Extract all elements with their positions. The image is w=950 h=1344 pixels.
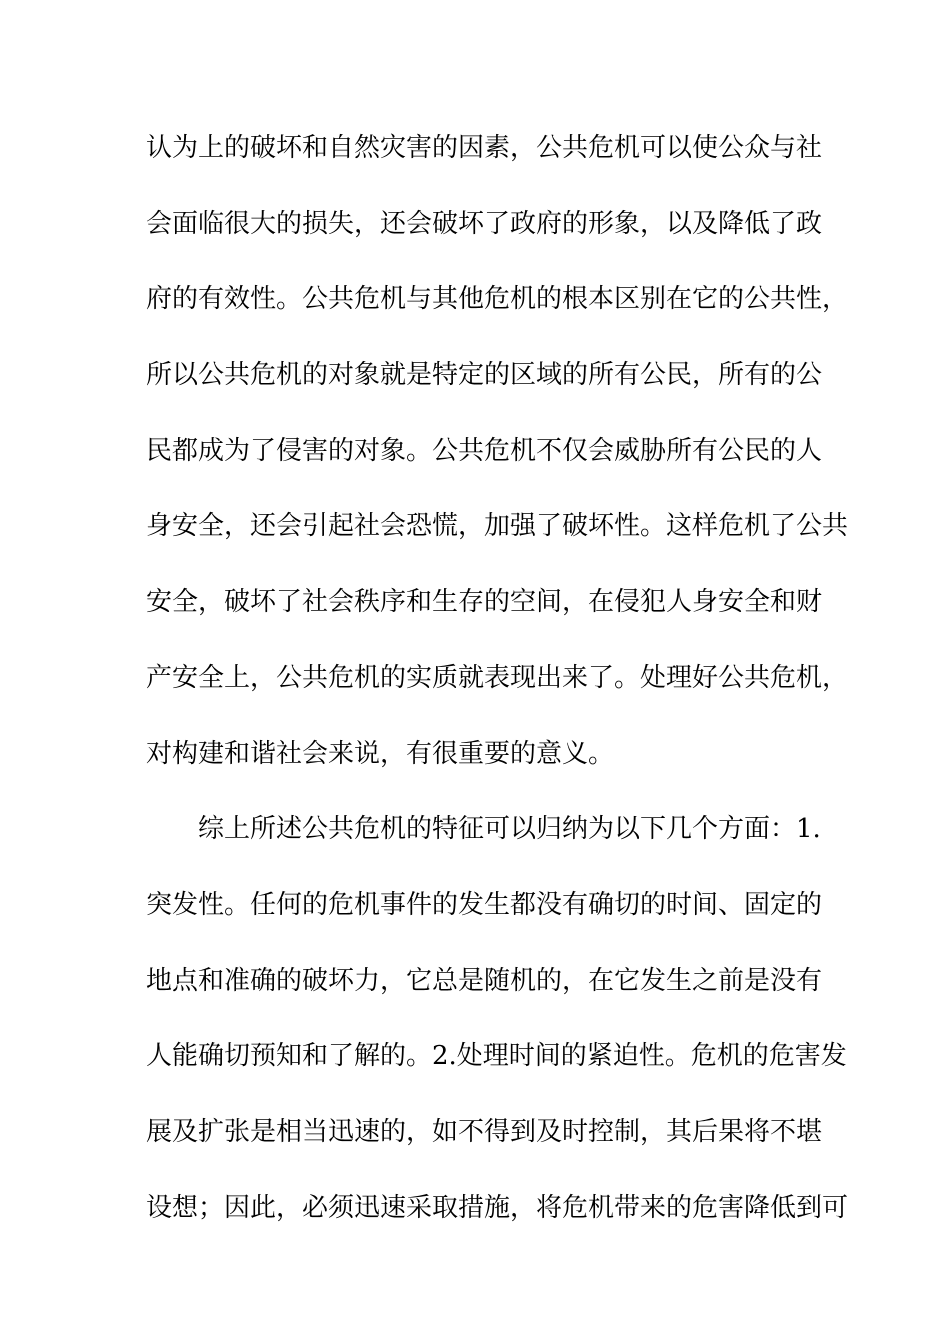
text-line: 综上所述公共危机的特征可以归纳为以下几个方面：1. (198, 814, 821, 845)
text-line: 对构建和谐社会来说，有很重要的意义。 (146, 738, 615, 769)
text-line: 身安全，还会引起社会恐慌，加强了破坏性。这样危机了公共 (146, 511, 849, 542)
text-line: 产安全上，公共危机的实质就表现出来了。处理好公共危机， (146, 662, 849, 693)
text-line: 地点和准确的破坏力，它总是随机的，在它发生之前是没有 (146, 965, 823, 996)
text-line: 人能确切预知和了解的。2.处理时间的紧迫性。危机的危害发 (146, 1041, 847, 1072)
text-line: 展及扩张是相当迅速的，如不得到及时控制，其后果将不堪 (146, 1116, 823, 1147)
text-line: 突发性。任何的危机事件的发生都没有确切的时间、固定的 (146, 889, 823, 920)
body-text (146, 126, 849, 1261)
text-line: 安全，破坏了社会秩序和生存的空间，在侵犯人身安全和财 (146, 587, 823, 618)
text-line: 设想；因此，必须迅速采取措施，将危机带来的危害降低到可 (146, 1192, 849, 1223)
text-line: 会面临很大的损失，还会破坏了政府的形象，以及降低了政 (146, 208, 823, 239)
text-line: 所以公共危机的对象就是特定的区域的所有公民，所有的公 (146, 360, 823, 391)
text-line: 认为上的破坏和自然灾害的因素，公共危机可以使公众与社 (146, 133, 823, 163)
text-line: 民都成为了侵害的对象。公共危机不仅会威胁所有公民的人 (146, 435, 823, 466)
text-line: 府的有效性。公共危机与其他危机的根本区别在它的公共性， (146, 284, 849, 315)
